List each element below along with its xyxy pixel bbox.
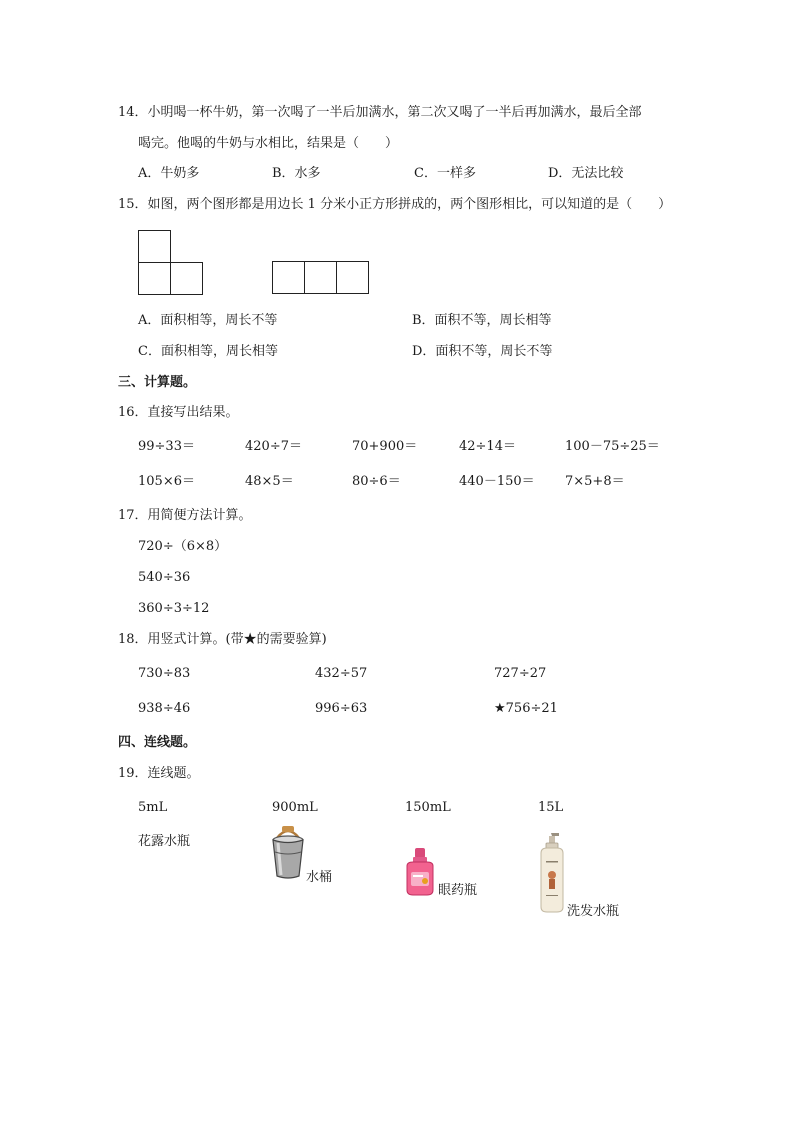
q17-item: 540÷36 — [138, 570, 191, 585]
q16-expr: 100－75÷25＝ — [565, 439, 660, 454]
bucket-icon — [270, 826, 306, 880]
q18-item: 727÷27 — [494, 666, 547, 681]
q16-expr: 48×5＝ — [245, 474, 294, 489]
q14-option-d[interactable]: D．无法比较 — [548, 166, 624, 181]
q16-expr: 7×5+8＝ — [565, 474, 625, 489]
q16-expr: 42÷14＝ — [459, 439, 516, 454]
section-4-title: 四、连线题。 — [118, 735, 197, 750]
q16-expr: 80÷6＝ — [352, 474, 401, 489]
item-label-shampoo-bottle: 洗发水瓶 — [567, 904, 620, 919]
q17-item: 720÷（6×8） — [138, 539, 228, 554]
q15-stem: 15．如图，两个图形都是用边长 1 分米小正方形拼成的，两个图形相比，可以知道的是（ ） — [118, 197, 672, 212]
item-label-eye-drop-bottle: 眼药瓶 — [438, 883, 478, 898]
item-label-bucket: 水桶 — [306, 870, 333, 885]
q16-expr: 99÷33＝ — [138, 439, 195, 454]
section-3-title: 三、计算题。 — [118, 375, 197, 390]
q16-expr: 420÷7＝ — [245, 439, 302, 454]
q18-item: ★756÷21 — [494, 701, 558, 716]
q18-item: 996÷63 — [315, 701, 368, 716]
q18-item: 730÷83 — [138, 666, 191, 681]
q15-option-d[interactable]: D．面积不等，周长不等 — [412, 344, 553, 359]
q14-option-b[interactable]: B．水多 — [272, 166, 321, 181]
q16-stem: 16．直接写出结果。 — [118, 405, 239, 420]
q16-expr: 70+900＝ — [352, 439, 418, 454]
q16-expr: 105×6＝ — [138, 474, 195, 489]
q14-stem-line1: 14．小明喝一杯牛奶，第一次喝了一半后加满水，第二次又喝了一半后再加满水，最后全部 — [118, 105, 642, 120]
q18-item: 938÷46 — [138, 701, 191, 716]
q17-stem: 17．用简便方法计算。 — [118, 508, 252, 523]
q18-item: 432÷57 — [315, 666, 368, 681]
volume-label: 150mL — [405, 800, 451, 815]
eye-drop-bottle-icon — [403, 848, 437, 896]
q19-stem: 19．连线题。 — [118, 766, 200, 781]
volume-label: 900mL — [272, 800, 318, 815]
q16-expr: 440－150＝ — [459, 474, 535, 489]
q14-option-a[interactable]: A．牛奶多 — [138, 166, 200, 181]
q15-option-c[interactable]: C．面积相等，周长相等 — [138, 344, 278, 359]
q17-item: 360÷3÷12 — [138, 601, 210, 616]
q18-stem: 18．用竖式计算。(带★的需要验算) — [118, 632, 327, 647]
volume-label: 15L — [538, 800, 564, 815]
volume-label: 5mL — [138, 800, 168, 815]
shampoo-bottle-icon — [537, 833, 567, 913]
q15-option-b[interactable]: B．面积不等，周长相等 — [412, 313, 552, 328]
item-label-perfume-bottle: 花露水瓶 — [138, 834, 191, 849]
q15-option-a[interactable]: A．面积相等，周长不等 — [138, 313, 278, 328]
q14-option-c[interactable]: C．一样多 — [414, 166, 476, 181]
q14-stem-line2: 喝完。他喝的牛奶与水相比，结果是（ ） — [138, 136, 399, 151]
